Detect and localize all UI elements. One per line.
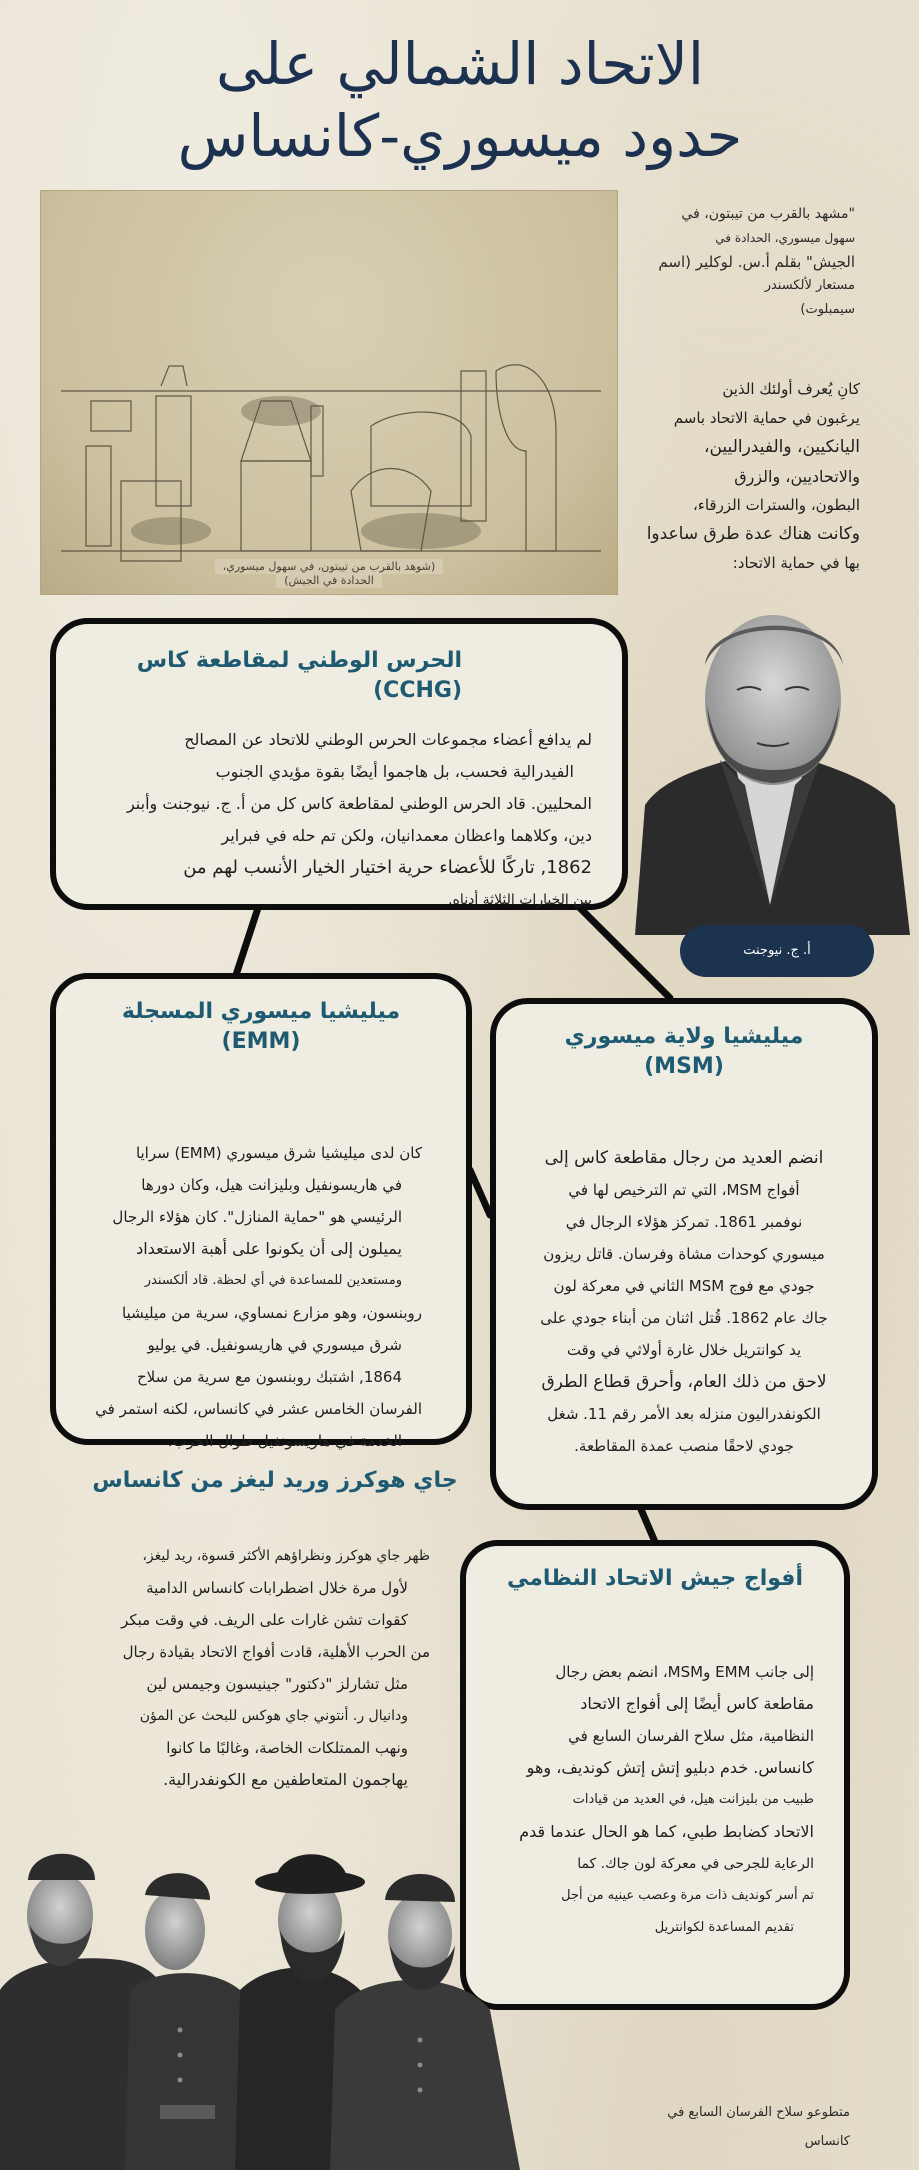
emm-body: كان لدى ميليشيا شرق ميسوري (EMM) سرايا في هاريسونفيل وبليزانت هيل، وكان دورها الرئيسي هو "حماية المنازل". كان هؤلاء الرجال يميلون إلى أن يكونوا على أهبة الاستعداد ومستعدين للمساعدة في أي لحظة. قاد ألكسندر روبنسون، وهو مزارع نمساوي، سرية من ميليشيا شرق ميسوري في هاريسونفيل. في يوليو 1864, اشتبك روبنسون مع سرية من سلاح الفرسان الخامس عشر في كانساس، لكنه استمر في الخدمة في هاريسونفيل طوال الحرب.: [95, 1144, 422, 1450]
title-line-2: حدود ميسوري-كانساس: [177, 102, 743, 170]
blacksmith-sketch-image: [40, 190, 618, 595]
jayhawkers-title: جاي هوكرز وريد ليغز من كانساس: [92, 1468, 458, 1493]
intro-paragraph: كانِ يُعرف أولئك الذين يرغبون في حماية الاتحاد باسم اليانكيين، والفيدراليين، والاتحاديين، والزرق البطون، والسترات الزرقاء، وكانت هناك عدة طرق ساعدوا بها في حماية الاتحاد:: [646, 380, 860, 572]
emm-card: [50, 973, 472, 1450]
title-line-1: الاتحاد الشمالي على: [215, 30, 705, 98]
portrait-name-label: أ. ج. نيوجنت: [680, 925, 874, 977]
msm-title: ميليشيا ولاية ميسوري (MSM): [564, 1024, 804, 1079]
regular-army-title: أفواج جيش الاتحاد النظامي: [507, 1566, 803, 1591]
msm-card: [490, 998, 878, 1510]
msm-body: انضم العديد من رجال مقاطعة كاس إلى أفواج MSM، التي تم الترخيص لها في نوفمبر 1861. تمركز هؤلاء الرجال في ميسوري كوحدات مشاة وفرسان. قاتل ريزون جودي مع فوج MSM الثاني في معركة لون جاك عام 1862. قُتل اثنان من أبناء جودي على يد كوانتريل خلال غارة أولاثي في وقت لاحق من ذلك العام، وأحرق قطاع الطرق الكونفدراليون منزله بعد الأمر رقم 11. شغل جودي لاحقًا منصب عمدة المقاطعة.: [540, 1148, 828, 1455]
regular-army-body: إلى جانب EMM وMSM، انضم بعض رجال مقاطعة كاس أيضًا إلى أفواج الاتحاد النظامية، مثل سلاح الفرسان السابع في كانساس. خدم دبليو إتش إتش كونديف، وهو طبيب من بليزانت هيل، في العديد من قيادات الاتحاد كضابط طبي، كما هو الحال عندما قدم الرعاية للجرحى في معركة لون جاك. كما تم أسر كونديف ذات مرة وعصب عينيه من أجل تقديم المساعدة لكوانتريل: [519, 1663, 814, 1935]
sketch-side-caption: "مشهد بالقرب من تيبتون، في سهول ميسوري، الحدادة في الجيش" بقلم أ.س. لوكلير (اسم مستعار لألكسندر سيمبلوت): [658, 206, 855, 317]
cchg-body: لم يدافع أعضاء مجموعات الحرس الوطني للاتحاد عن المصالح الفيدرالية فحسب، بل هاجموا أيضًا بقوة مؤيدي الجنوب المحليين. قاد الحرس الوطني لمقاطعة كاس كل من أ. ج. نيوجنت وأبنر دين، وكلاهما واعظان معمدانيان، ولكن تم حله في فبراير 1862, تاركًا للأعضاء حرية اختيار الخيار الأنسب لهم من بين الخيارات الثلاثة أدناه.: [126, 730, 592, 908]
sketch-illustration: [41, 191, 618, 595]
jayhawkers-body: ظهر جاي هوكرز ونظراؤهم الأكثر قسوة، ريد ليغز، لأول مرة خلال اضطرابات كانساس الدامية كقوات تشن غارات على الريف. في وقت مبكر من الحرب الأهلية، قادت أفواج الاتحاد بقيادة رجال مثل تشارلز "دكتور" جينيسون وجيمس لين ودانيال ر. أنتوني جاي هوكس للبحث عن المؤن ونهب الممتلكات الخاصة، وغالبًا ما كانوا يهاجمون المتعاطفين مع الكونفدرالية.: [121, 1548, 430, 1789]
sketch-caption: (شوهد بالقرب من تيبتون، في سهول ميسوري، الحدادة في الجيش): [41, 560, 617, 588]
page-title: [150, 28, 770, 172]
cchg-card: [50, 618, 628, 910]
cchg-title: الحرس الوطني لمقاطعة كاس (CCHG): [136, 648, 462, 703]
nugent-portrait: [625, 605, 915, 935]
soldiers-photo: [0, 1820, 600, 2170]
portrait-photo: [625, 605, 915, 935]
group-photo-caption: متطوعو سلاح الفرسان السابع في كانساس: [667, 2105, 850, 2149]
emm-title: ميليشيا ميسوري المسجلة (EMM): [121, 999, 401, 1054]
kansas-cavalry-volunteers-photo: [0, 1820, 600, 2170]
